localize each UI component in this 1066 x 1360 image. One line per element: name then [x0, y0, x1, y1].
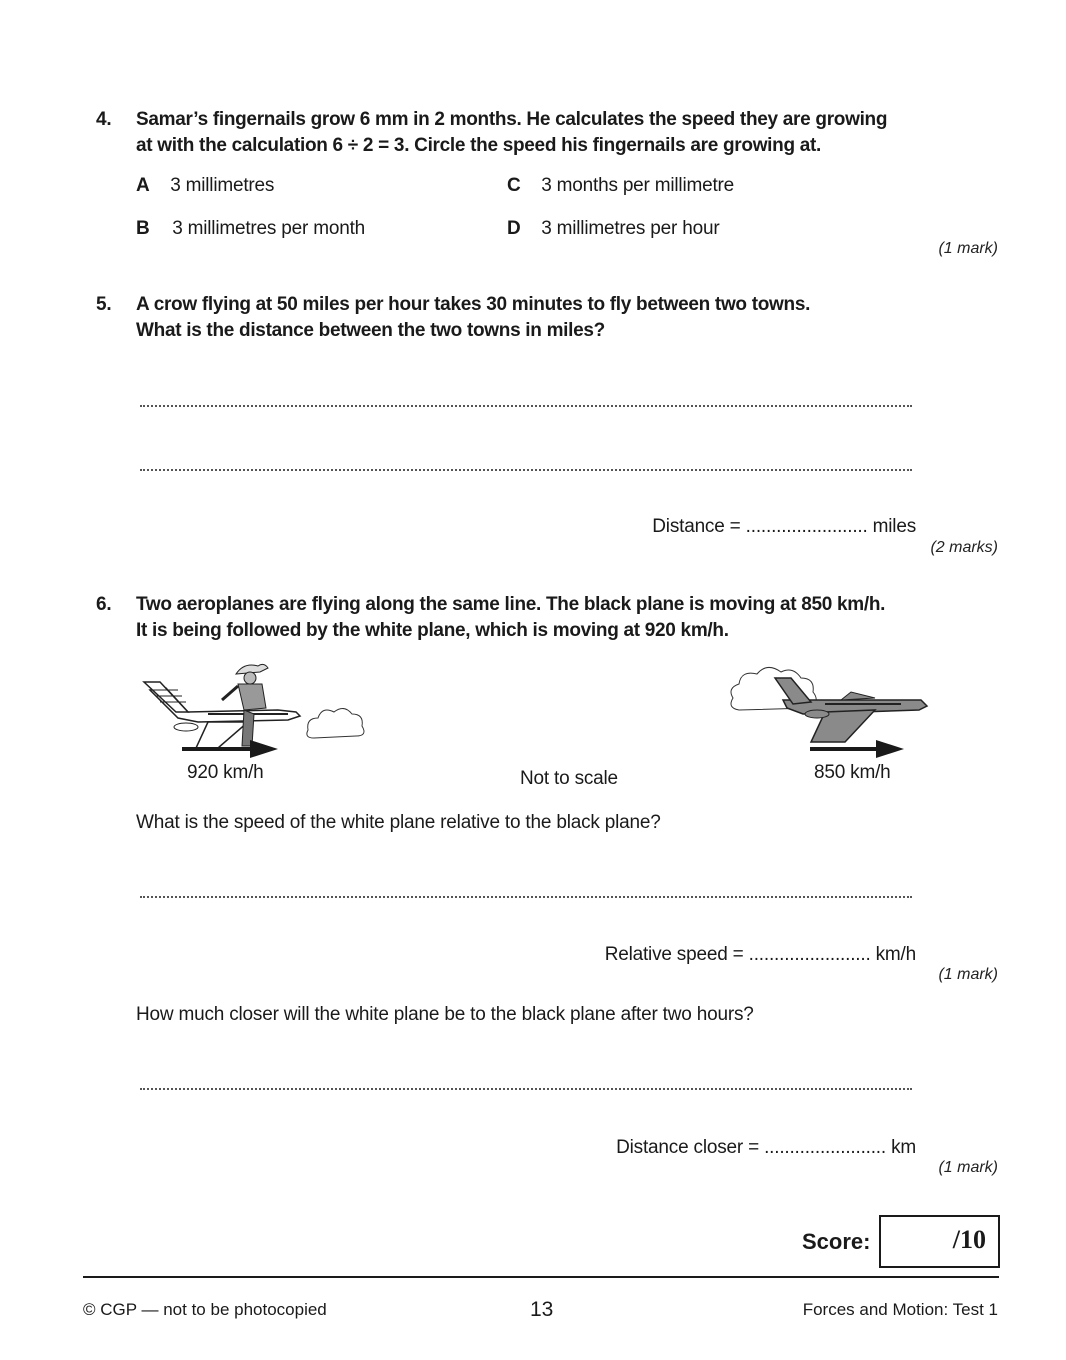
- white-plane-direction-arrow-icon: [182, 738, 280, 760]
- question-text-line: What is the distance between the two towns in miles?: [136, 320, 605, 341]
- question-text-line: at with the calculation 6 ÷ 2 = 3. Circle the speed his fingernails are growing at.: [136, 135, 822, 156]
- option-b[interactable]: [136, 218, 365, 240]
- marks-label: (1 mark): [938, 1159, 998, 1176]
- score-label: Score:: [802, 1229, 871, 1254]
- working-line[interactable]: [140, 1088, 912, 1090]
- marks-label: (2 marks): [930, 539, 998, 556]
- working-line[interactable]: [140, 469, 912, 471]
- option-letter: A: [136, 175, 150, 196]
- answer-unit: km: [885, 1137, 916, 1158]
- answer-unit: km/h: [870, 944, 916, 965]
- working-line[interactable]: [140, 896, 912, 898]
- not-to-scale-note: Not to scale: [520, 768, 618, 789]
- question-text-line: A crow flying at 50 miles per hour takes 30 minutes to fly between two towns.: [136, 294, 811, 315]
- option-text: 3 months per millimetre: [541, 175, 735, 196]
- question-text-line: Samar’s fingernails grow 6 mm in 2 months. He calculates the speed they are growing: [136, 109, 888, 130]
- answer-blank[interactable]: ........................: [764, 1137, 886, 1158]
- option-letter: C: [507, 175, 521, 196]
- part-b-prompt: How much closer will the white plane be to the black plane after two hours?: [136, 1004, 754, 1025]
- working-line[interactable]: [140, 405, 912, 407]
- answer-label: Relative speed =: [604, 944, 749, 965]
- question-text-line: Two aeroplanes are flying along the same line. The black plane is moving at 850 km/h.: [136, 594, 886, 615]
- answer-unit: miles: [867, 516, 916, 537]
- answer-blank[interactable]: ........................: [748, 944, 871, 965]
- copyright-notice: © CGP — not to be photocopied: [83, 1300, 327, 1319]
- question-number: 4.: [96, 109, 112, 130]
- question-number: 6.: [96, 594, 112, 615]
- score-total: /10: [952, 1225, 986, 1254]
- white-plane-speed-label: 920 km/h: [187, 762, 264, 783]
- question-text-line: It is being followed by the white plane, which is moving at 920 km/h.: [136, 620, 729, 641]
- question-text: [136, 592, 1036, 644]
- answer-label: Distance closer =: [616, 1137, 765, 1158]
- option-a[interactable]: [136, 175, 274, 197]
- question-text: [136, 292, 1016, 344]
- footer-divider: [83, 1276, 999, 1278]
- section-title: Forces and Motion: Test 1: [802, 1300, 998, 1319]
- marks-label: (1 mark): [938, 966, 998, 983]
- option-text: 3 millimetres: [170, 175, 275, 196]
- question-text: [136, 107, 1016, 159]
- answer-blank[interactable]: ........................: [745, 516, 868, 537]
- distance-answer-field[interactable]: [652, 516, 916, 538]
- marks-label: (1 mark): [938, 240, 998, 257]
- question-number: 5.: [96, 294, 112, 315]
- page-number: 13: [530, 1298, 554, 1321]
- black-plane-direction-arrow-icon: [810, 738, 906, 760]
- distance-closer-answer-field[interactable]: [616, 1137, 916, 1159]
- relative-speed-answer-field[interactable]: [605, 944, 916, 966]
- option-letter: D: [507, 218, 521, 239]
- option-d[interactable]: [507, 218, 719, 240]
- black-plane-speed-label: 850 km/h: [814, 762, 891, 783]
- option-text: 3 millimetres per hour: [541, 218, 720, 239]
- option-text: 3 millimetres per month: [172, 218, 366, 239]
- answer-label: Distance =: [652, 516, 746, 537]
- part-a-prompt: What is the speed of the white plane relative to the black plane?: [136, 812, 661, 833]
- option-letter: B: [136, 218, 150, 239]
- option-c[interactable]: [507, 175, 734, 197]
- score-box[interactable]: [879, 1215, 1000, 1268]
